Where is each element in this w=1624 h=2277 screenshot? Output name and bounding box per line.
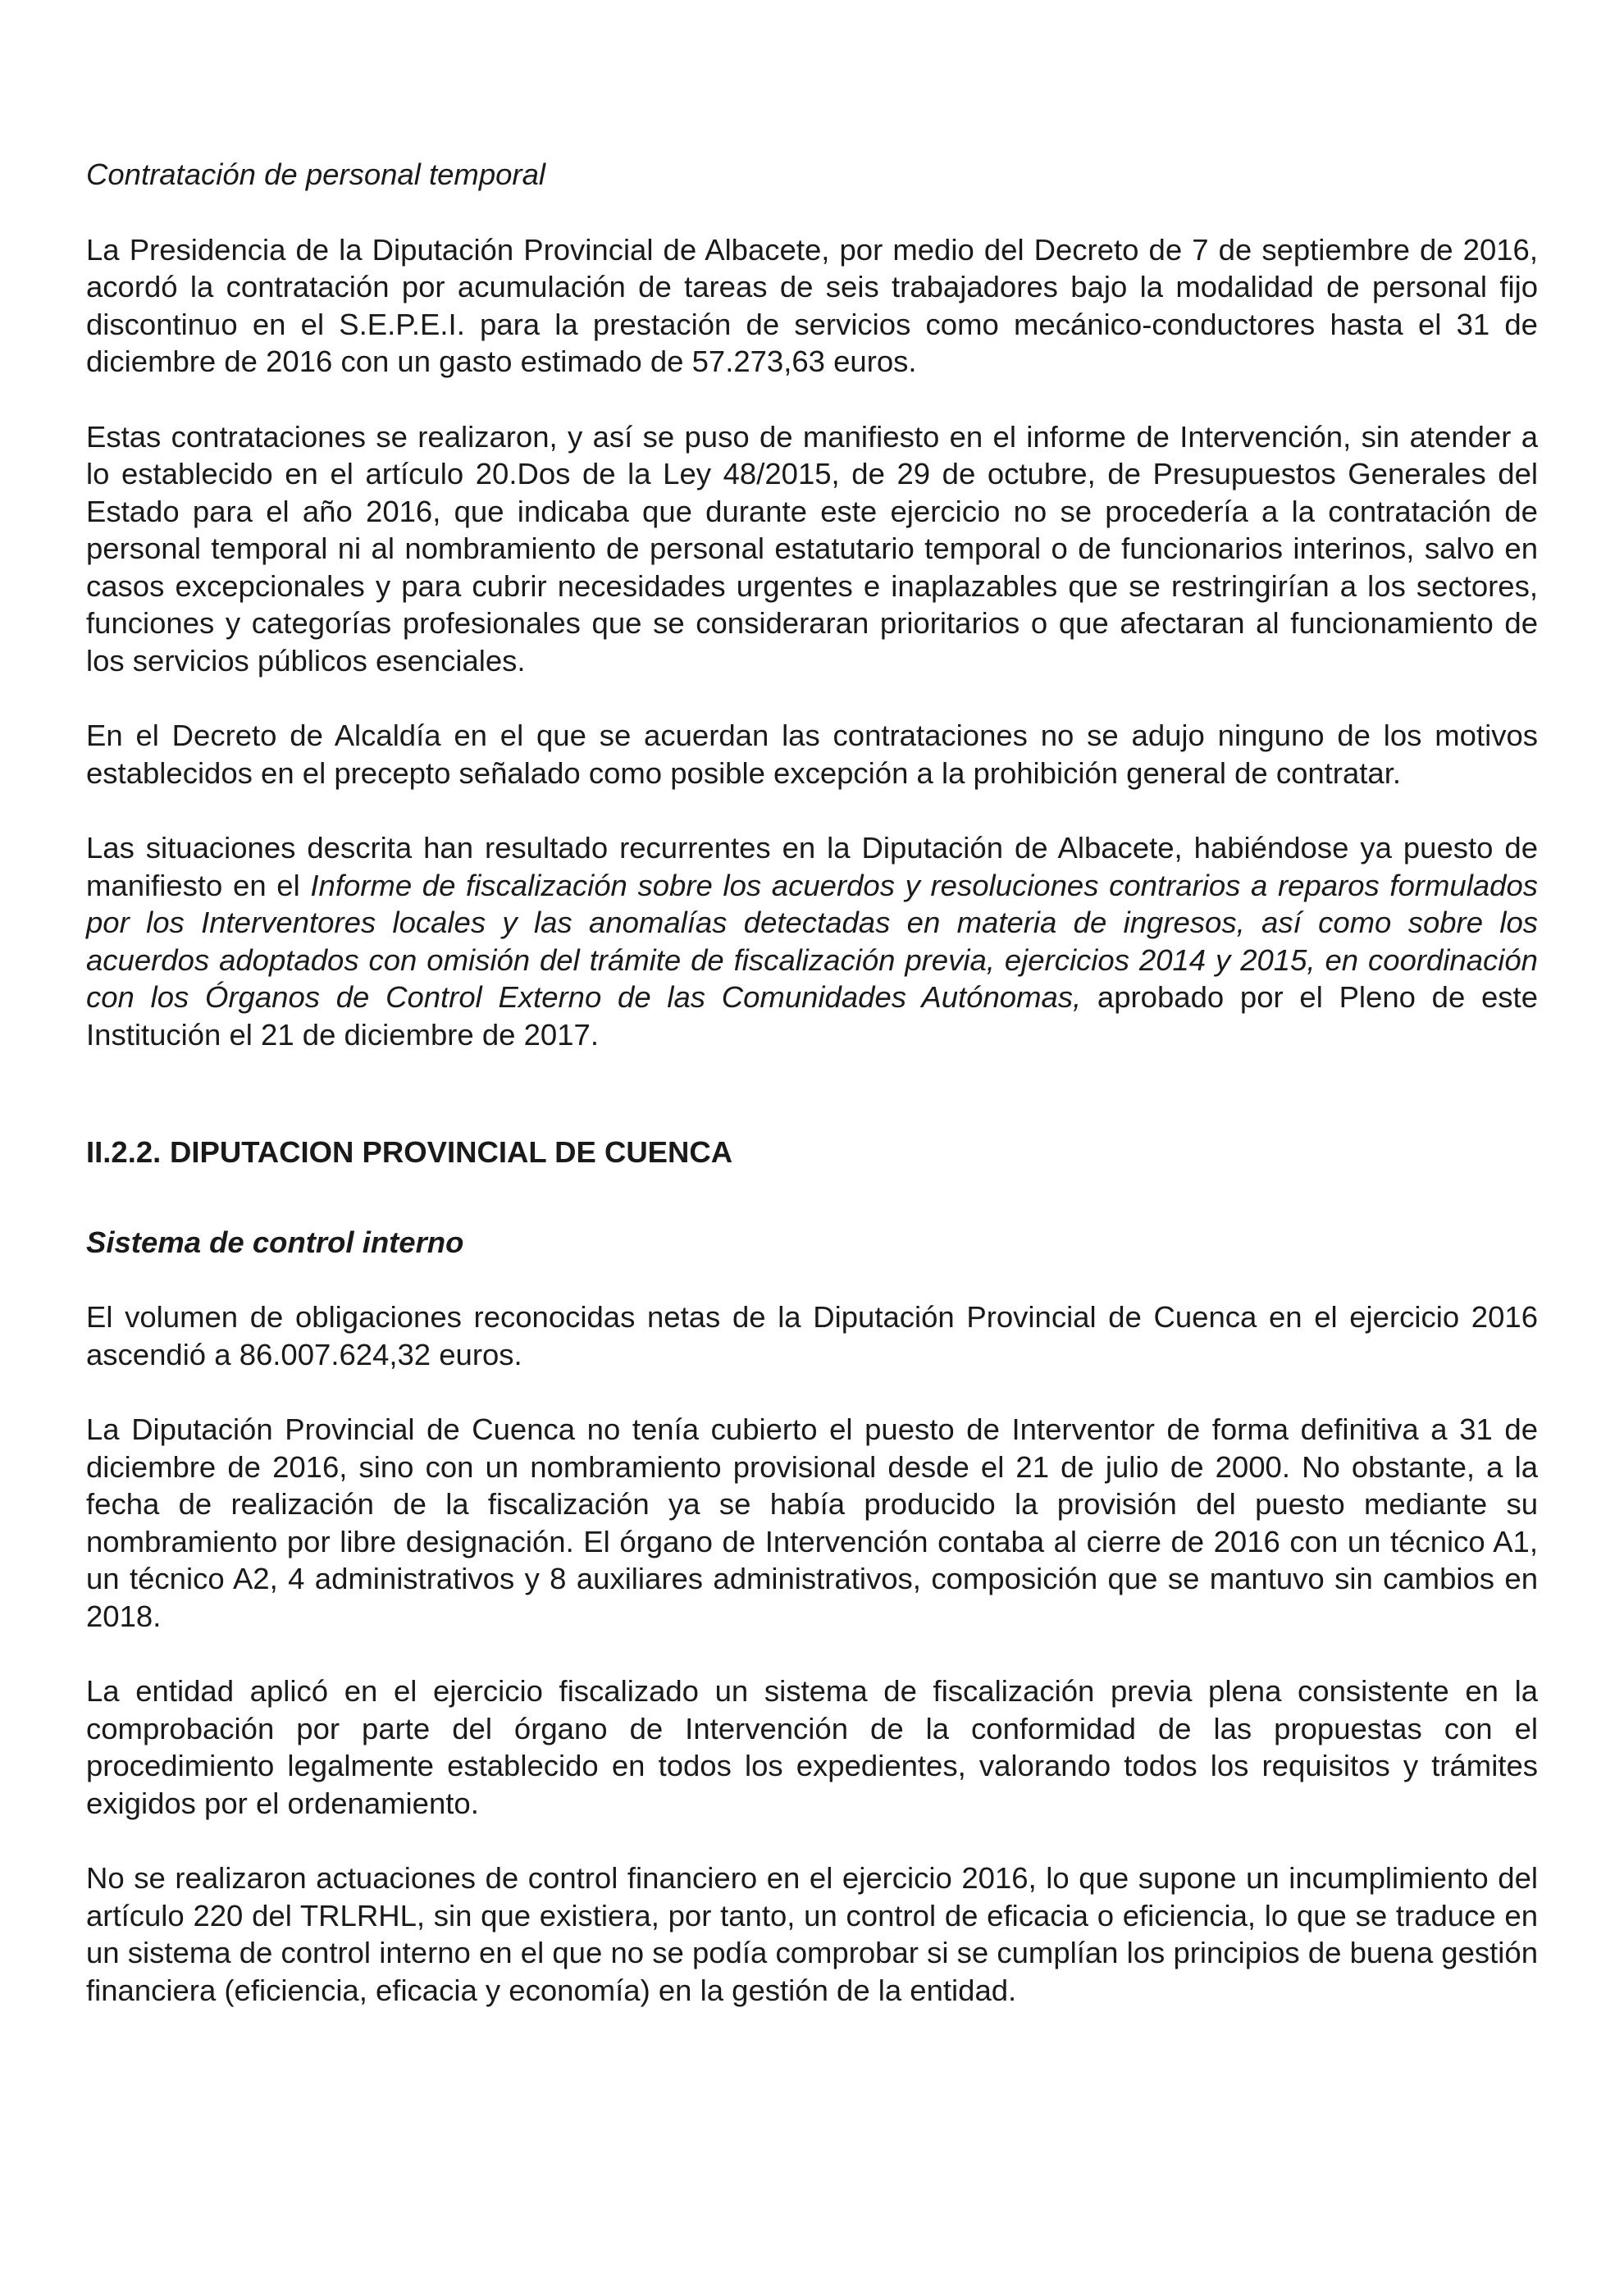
subheading-control-interno: Sistema de control interno bbox=[86, 1225, 464, 1259]
paragraph-situaciones bbox=[86, 829, 1538, 1053]
section-heading-cuenca bbox=[86, 1134, 1538, 1171]
paragraph-contrataciones: Estas contrataciones se realizaron, y así se puso de manifiesto en el informe de Intervención, sin atender a lo establecido en el artículo 20.Dos de la Ley 48/2015, de 29 de octubre, de Presupuestos Generales del Estado para el año 2016, que indicaba que durante este ejercicio no se procedería a la contratación de personal temporal ni al nombramiento de personal estatutario temporal o de funcionarios interinos, salvo en casos excepcionales y para cubrir necesidades urgentes e inaplazables que se restringirían a los sectores, funciones y categorías profesionales que se consideraran prioritarios o que afectaran al funcionamiento de los servicios públicos esenciales. bbox=[86, 419, 1538, 678]
section-heading-text: DIPUTACION PROVINCIAL DE CUENCA bbox=[170, 1135, 733, 1169]
paragraph-decreto: La Presidencia de la Diputación Provincial de Albacete, por medio del Decreto de 7 de septiembre de 2016, acordó la contratación por acumulación de tareas de seis trabajadores bajo la modalidad de personal fijo discontinuo en el S.E.P.E.I. para la prestación de servicios como mecánico-conductores hasta el 31 de diciembre de 2016 con un gasto estimado de 57.273,63 euros. bbox=[86, 232, 1538, 378]
paragraph-situaciones-start: Las situaciones descrita han resultado recurrentes en la Diputación de Albacete, habiéndose ya puesto de manifiesto en el bbox=[86, 831, 1538, 902]
section-title-contratacion: Contratación de personal temporal bbox=[86, 157, 545, 191]
document-page bbox=[86, 156, 1538, 2009]
paragraph-decreto-alcaldia: En el Decreto de Alcaldía en el que se acuerdan las contrataciones no se adujo ninguno de los motivos establecidos en el precepto señalado como posible excepción a la prohibición general de contratar. bbox=[86, 719, 1538, 790]
paragraph-fiscalizacion: La entidad aplicó en el ejercicio fiscalizado un sistema de fiscalización previa plena consistente en la comprobación por parte del órgano de Intervención de la conformidad de las propuestas con el procedimiento legalmente establecido en todos los expedientes, valorando todos los requisitos y trámites exigidos por el ordenamiento. bbox=[86, 1674, 1538, 1820]
informe-title: Informe de fiscalización sobre los acuerdos y resoluciones contrarios a reparos formulados por los Interventores locales y las anomalías detectadas en materia de ingresos, así como sobre los acuerdos adoptados con omisión del trámite de fiscalización previa, ejercicios 2014 y 2015, en coordinación con los Órganos de Control Externo de las Comunidades Autónomas, bbox=[86, 868, 1538, 1014]
paragraph-situaciones-end: aprobado por el Pleno de este Institución el 21 de diciembre de 2017. bbox=[86, 980, 1538, 1052]
paragraph-interventor: La Diputación Provincial de Cuenca no tenía cubierto el puesto de Interventor de forma definitiva a 31 de diciembre de 2016, sino con un nombramiento provisional desde el 21 de julio de 2000. No obstante, a la fecha de realización de la fiscalización ya se había producido la provisión del puesto mediante su nombramiento por libre designación. El órgano de Intervención contaba al cierre de 2016 con un técnico A1, un técnico A2, 4 administrativos y 8 auxiliares administrativos, composición que se mantuvo sin cambios en 2018. bbox=[86, 1412, 1538, 1633]
paragraph-obligaciones: El volumen de obligaciones reconocidas netas de la Diputación Provincial de Cuenca en el ejercicio 2016 ascendió a 86.007.624,32 euros. bbox=[86, 1300, 1538, 1371]
section-number: II.2.2. bbox=[86, 1135, 162, 1169]
paragraph-control-financiero: No se realizaron actuaciones de control financiero en el ejercicio 2016, lo que supone un incumplimiento del artículo 220 del TRLRHL, sin que existiera, por tanto, un control de eficacia o eficiencia, lo que se traduce en un sistema de control interno en el que no se podía comprobar si se cumplían los principios de buena gestión financiera (eficiencia, eficacia y economía) en la gestión de la entidad. bbox=[86, 1861, 1538, 2007]
